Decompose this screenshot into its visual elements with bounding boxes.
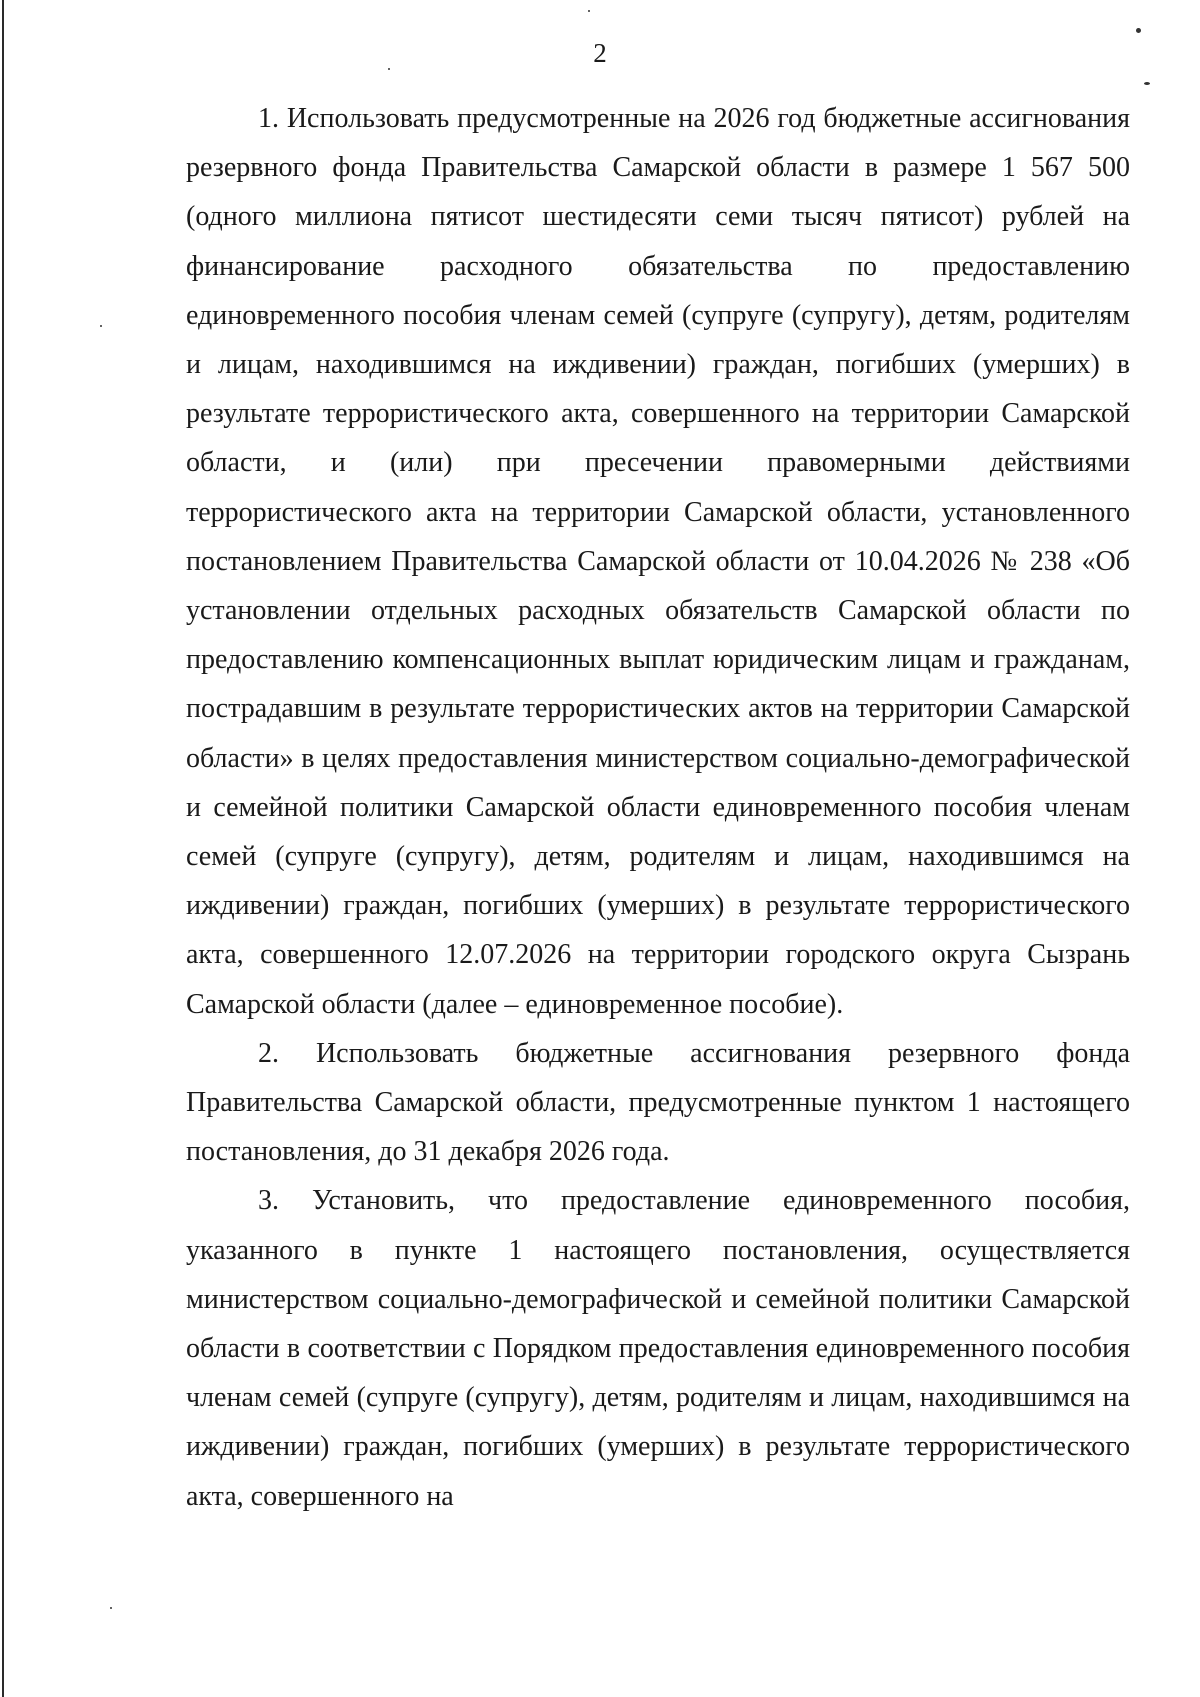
paragraph-2: 2. Использовать бюджетные ассигнования резервного фонда Правительства Самарской области, предусмотренные пунктом 1 настоящего постановления, до 31 декабря 2026 года. xyxy=(186,1037,1130,1168)
document-body xyxy=(186,94,1130,1521)
scan-speck xyxy=(388,68,390,70)
scan-speck xyxy=(100,325,102,327)
scan-speck xyxy=(588,10,590,12)
scan-speck xyxy=(110,1607,112,1609)
paragraph-1: 1. Использовать предусмотренные на 2026 год бюджетные ассигнования резервного фонда Правительства Самарской области в размере 1 567 500 (одного миллиона пятисот шестидесяти семи тысяч пятисот) рублей на финансирование расходного обязательства по предоставлению единовременного пособия членам семей (супруге (супругу), детям, родителям и лицам, находившимся на иждивении) граждан, погибших (умерших) в результате террористического акта, совершенного на территории Самарской области, и (или) при пресечении правомерными действиями террористического акта на территории Самарской области, установленного постановлением Правительства Самарской области от 10.04.2026 № 238 «Об установлении отдельных расходных обязательств Самарской области по предоставлению компенсационных выплат юридическим лицам и гражданам, пострадавшим в результате террористических актов на территории Самарской области» в целях предоставления министерством социально-демографической и семейной политики Самарской области единовременного пособия членам семей (супруге (супругу), детям, родителям и лицам, находившимся на иждивении) граждан, погибших (умерших) в результате террористического акта, совершенного 12.07.2026 на территории городского округа Сызрань Самарской области (далее – единовременное пособие). xyxy=(186,103,1130,1020)
scan-speck xyxy=(1144,82,1150,85)
page-number: 2 xyxy=(593,38,607,68)
paragraph-3: 3. Установить, что предоставление единовременного пособия, указанного в пункте 1 настоящего постановления, осуществляется министерством социально-демографической и семейной политики Самарской области в соответствии с Порядком предоставления единовременного пособия членам семей (супруге (супругу), детям, родителям и лицам, находившимся на иждивении) граждан, погибших (умерших) в результате террористического акта, совершенного на xyxy=(186,1185,1130,1512)
scan-left-edge xyxy=(2,0,4,1697)
scan-speck xyxy=(1136,28,1141,33)
